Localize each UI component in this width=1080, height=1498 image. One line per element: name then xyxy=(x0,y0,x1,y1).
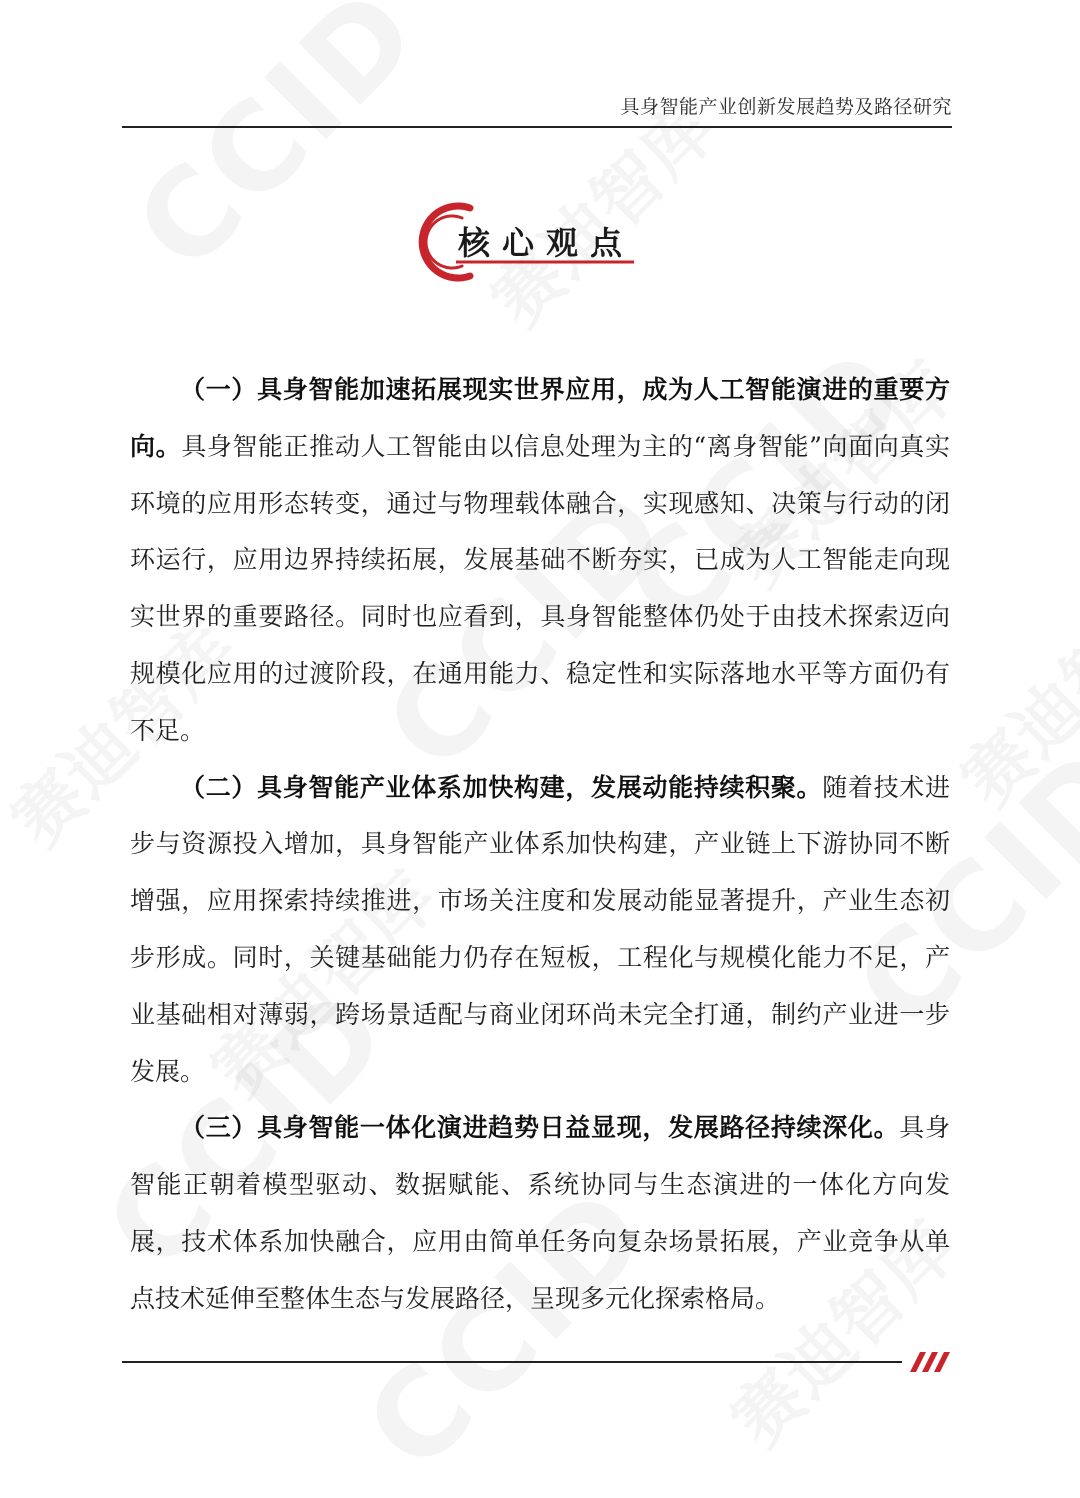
footer-slash-mark-icon xyxy=(906,1350,954,1374)
watermark-ccid xyxy=(110,0,446,298)
paragraph xyxy=(130,760,950,1101)
running-header-title: 具身智能产业创新发展趋势及路径研究 xyxy=(620,96,952,118)
paragraph xyxy=(130,1100,950,1327)
paragraph-text: 具身智能正朝着模型驱动、数据赋能、系统协同与生态演进的一体化方向发展，技术体系加快融合，应用由简单任务向复杂场景拓展，产业竞争从单点技术延伸至整体生态与发展路径，呈现多元化探索格局。 xyxy=(130,1113,950,1313)
watermark-chinese xyxy=(935,556,1080,825)
footer-rule xyxy=(122,1361,902,1363)
header-rule xyxy=(122,126,952,128)
paragraph-text: 具身智能正推动人工智能由以信息处理为主的“离身智能”向面向真实环境的应用形态转变，通过与物理载体融合，实现感知、决策与行动的闭环运行，应用边界持续拓展，发展基础不断夯实，已成为人工智能走向现实世界的重要路径。同时也应看到，具身智能整体仍处于由技术探索迈向规模化应用的过渡阶段，在通用能力、稳定性和实际落地水平等方面仍有不足。 xyxy=(130,431,950,745)
body-text xyxy=(130,362,950,1328)
paragraph-text: 随着技术进步与资源投入增加，具身智能产业体系加快构建，产业链上下游协同不断增强，应用探索持续推进，市场关注度和发展动能显著提升，产业生态初步形成。同时，关键基础能力仍存在短板，工程化与规模化能力不足，产业基础相对薄弱，跨场景适配与商业闭环尚未完全打通，制约产业进一步发展。 xyxy=(130,772,950,1086)
section-heading xyxy=(412,196,652,286)
paragraph-lead: （二）具身智能产业体系加快构建，发展动能持续积聚。 xyxy=(180,772,823,802)
paragraph-lead: （一）具身智能加速拓展现实世界应用，成为人工智能演进的重要方向。 xyxy=(130,375,950,461)
paragraph-lead: （三）具身智能一体化演进趋势日益显现，发展路径持续深化。 xyxy=(180,1113,900,1143)
paragraph xyxy=(130,362,950,760)
section-title: 核心观点 xyxy=(458,224,635,262)
